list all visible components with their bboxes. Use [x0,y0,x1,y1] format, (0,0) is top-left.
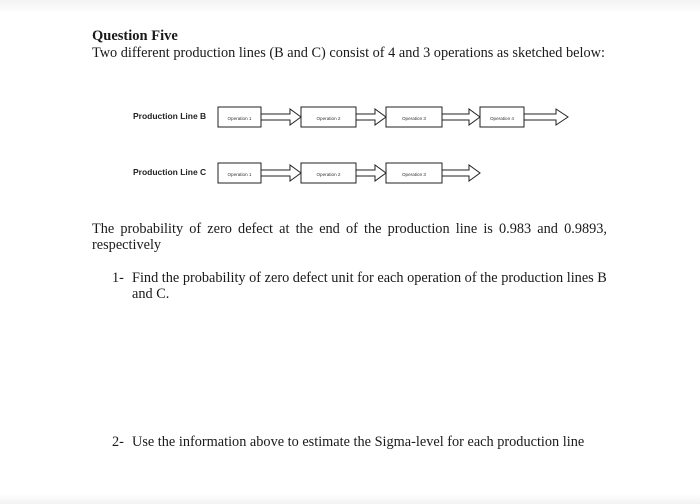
line-c-output-arrow [442,165,480,181]
question-title: Question Five [92,28,178,44]
question-1-number: 1- [112,270,124,286]
line-b-label: Production Line B [133,111,207,121]
question-1-text-line-1: Find the probability of zero defect unit for each operation of the production lines B [132,270,607,286]
line-c-operation-2-label: Operation 2 [316,172,341,177]
line-b-operation-1-label: Operation 1 [227,116,252,121]
line-b-arrow-2 [356,109,386,125]
line-b-operation-3-label: Operation 3 [401,116,427,121]
question-item-2 [112,434,632,450]
question-intro: Two different production lines (B and C) consist of 4 and 3 operations as sketched below: [92,45,605,61]
line-b-operation-2-label: Operation 2 [316,116,341,121]
line-b-operation-4-label: Operation 4 [489,116,515,121]
line-c-label: Production Line C [133,167,207,177]
line-b-arrow-1 [261,109,301,125]
question-item-1 [112,270,612,302]
line-c-operation-1-label: Operation 1 [227,172,252,177]
question-2-number: 2- [112,434,124,450]
line-c-operation-3-label: Operation 3 [401,172,427,177]
question-1-text-line-2: and C. [132,286,170,302]
line-c-arrow-2 [356,165,386,181]
line-b-arrow-3 [442,109,480,125]
line-b-output-arrow [524,109,568,125]
line-c-arrow-1 [261,165,301,181]
probability-statement: The probability of zero defect at the end of the production line is 0.983 and 0.9893, respectively [92,221,607,253]
question-2-text: Use the information above to estimate the Sigma-level for each production line [132,434,585,450]
